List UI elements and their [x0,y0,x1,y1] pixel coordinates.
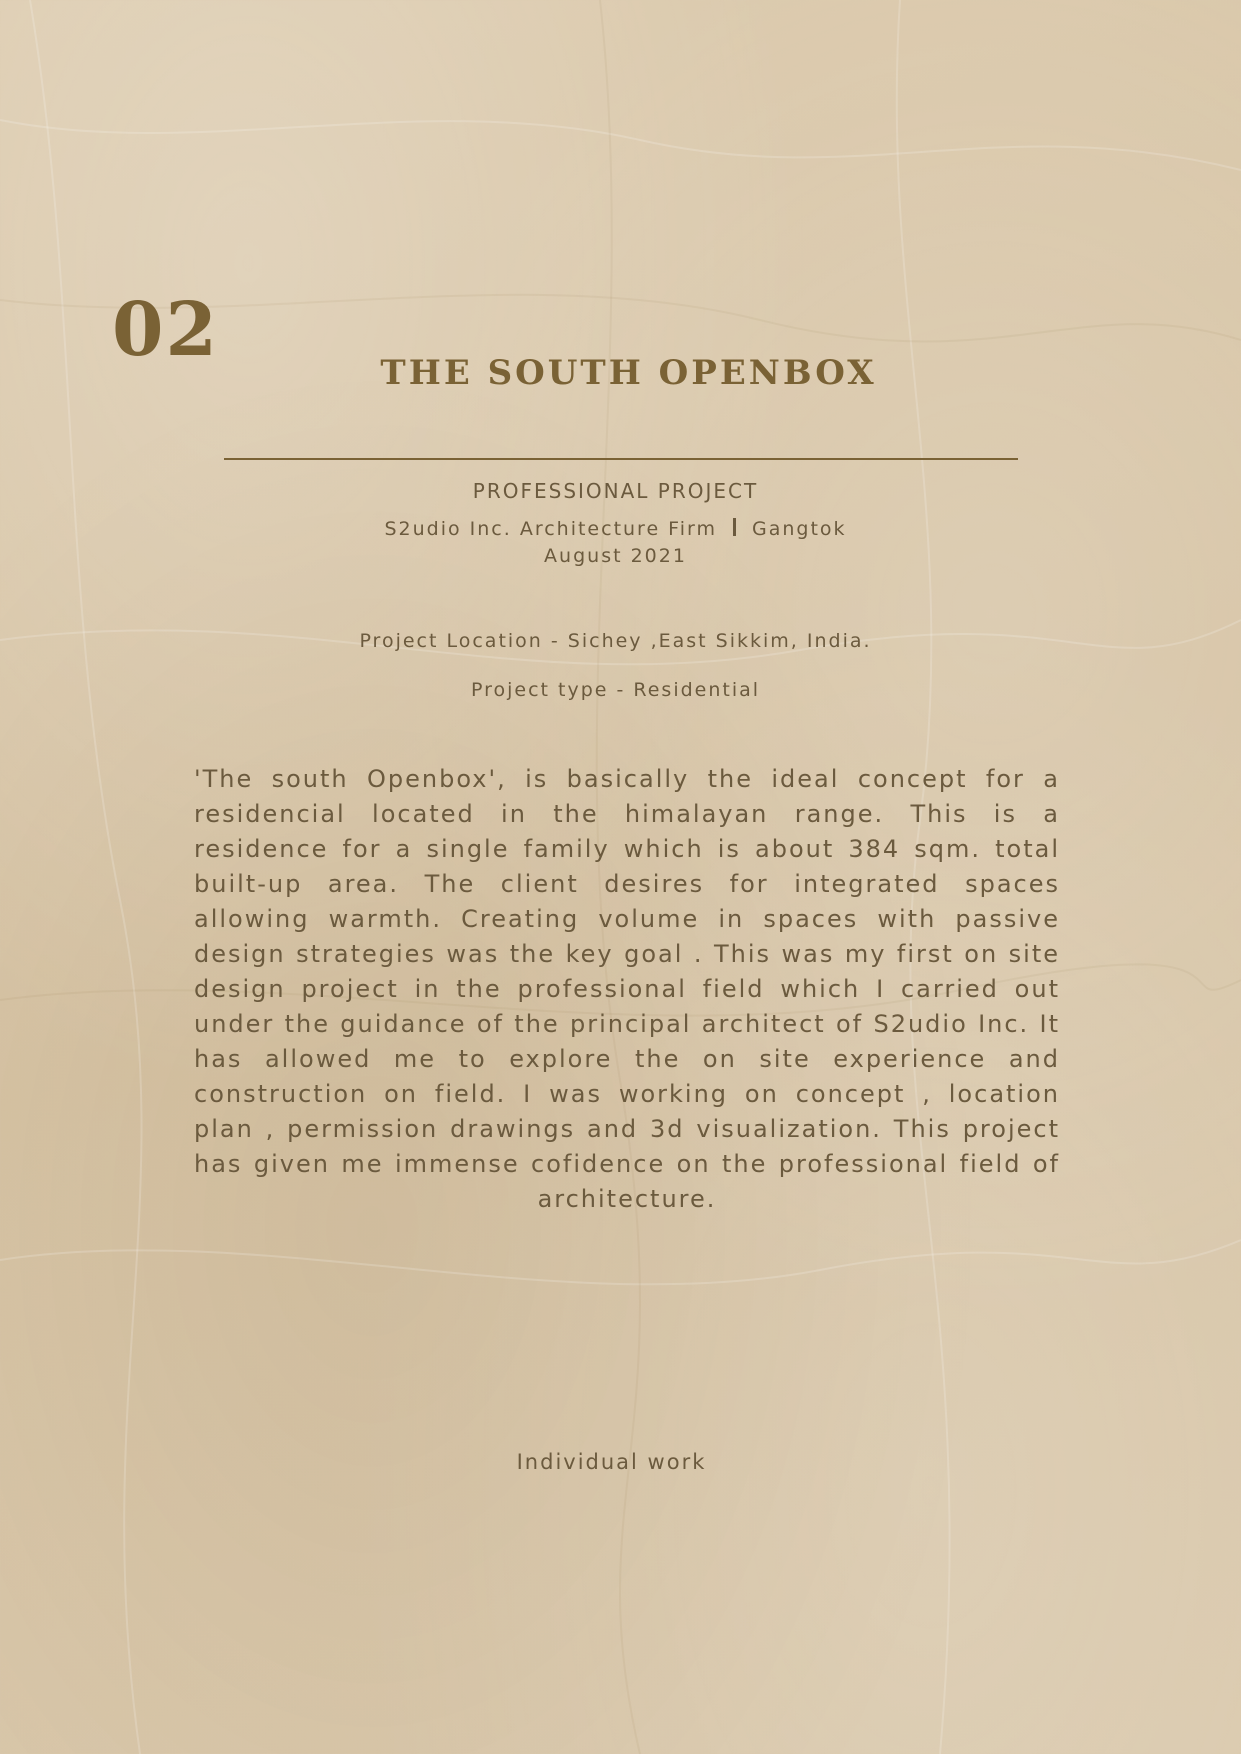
city-name: Gangtok [752,518,847,540]
separator-bar [733,518,736,536]
project-location: Project Location - Sichey ,East Sikkim, India. [359,630,872,652]
title-divider [224,458,1018,460]
project-description: 'The south Openbox', is basically the ideal concept for a residencial located in the himalayan range. This is a residence for a single family which is about 384 sqm. total built-up area. The client desires for integrated spaces allowing warmth. Creating volume in spaces with passive design strategies was the key goal . This was my first on site design project in the professional field which I carried out under the guidance of the principal architect of S2udio Inc. It has allowed me to explore the on site experience and construction on field. I was working on concept , location plan , permission drawings and 3d visualization. This project has given me immense cofidence on the professional field of architecture. [194,765,1060,1213]
footer-note: Individual work [516,1450,707,1474]
project-kind: PROFESSIONAL PROJECT [472,479,759,503]
project-type: Project type - Residential [470,679,761,701]
firm-line [0,516,1231,542]
page-title: THE SOUTH OPENBOX [380,353,877,393]
section-number: 02 [112,287,219,373]
project-date: August 2021 [544,545,687,567]
firm-name: S2udio Inc. Architecture Firm [384,518,717,540]
